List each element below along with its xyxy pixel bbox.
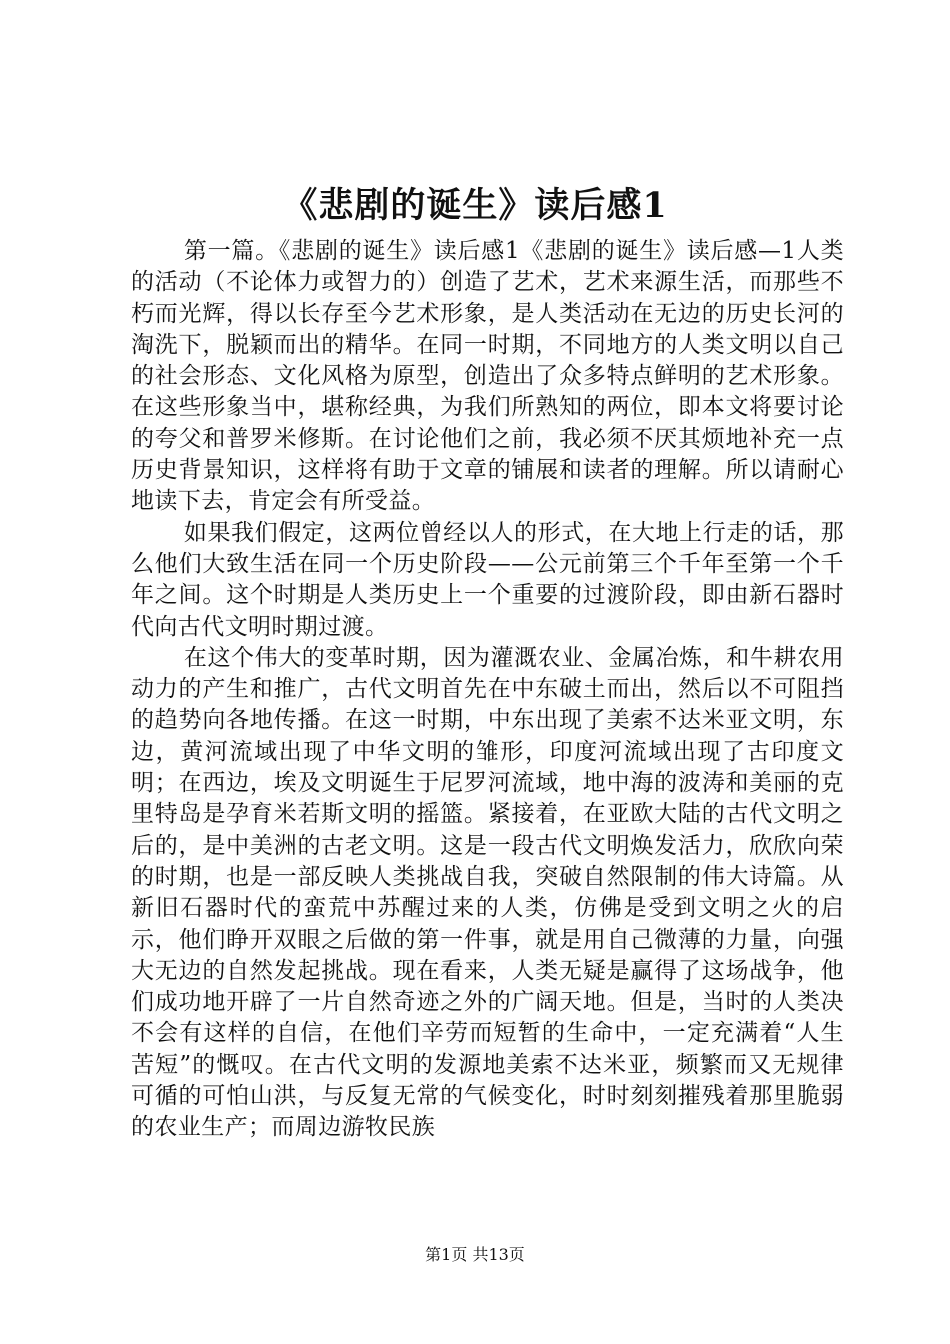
paragraph-1: 第一篇。《悲剧的诞生》读后感1《悲剧的诞生》读后感—1人类的活动（不论体力或智力的）创造了艺术，艺术来源生活，而那些不朽而光辉，得以长存至今艺术形象，是人类活动在无边的历史长河的淘洗下，脱颖而出的精华。在同一时期，不同地方的人类文明以自己的社会形态、文化风格为原型，创造出了众多特点鲜明的艺术形象。在这些形象当中，堪称经典，为我们所熟知的两位，即本文将要讨论的夸父和普罗米修斯。在讨论他们之前，我必须不厌其烦地补充一点历史背景知识，这样将有助于文章的铺展和读者的理解。所以请耐心地读下去，肯定会有所受益。 bbox=[131, 238, 844, 515]
paragraph-3: 在这个伟大的变革时期，因为灌溉农业、金属冶炼，和牛耕农用动力的产生和推广，古代文明首先在中东破土而出，然后以不可阻挡的趋势向各地传播。在这一时期，中东出现了美索不达米亚文明，东边，黄河流域出现了中华文明的雏形，印度河流域出现了古印度文明；在西边，埃及文明诞生于尼罗河流域，地中海的波涛和美丽的克里特岛是孕育米若斯文明的摇篮。紧接着，在亚欧大陆的古代文明之后的，是中美洲的古老文明。这是一段古代文明焕发活力，欣欣向荣的时期，也是一部反映人类挑战自我，突破自然限制的伟大诗篇。从新旧石器时代的蛮荒中苏醒过来的人类，仿佛是受到文明之火的启示，他们睁开双眼之后做的第一件事，就是用自己微薄的力量，向强大无边的自然发起挑战。现在看来，人类无疑是赢得了这场战争，他们成功地开辟了一片自然奇迹之外的广阔天地。但是，当时的人类决不会有这样的自信，在他们辛劳而短暂的生命中，一定充满着“人生苦短”的慨叹。在古代文明的发源地美索不达米亚，频繁而又无规律可循的可怕山洪，与反复无常的气候变化，时时刻刻摧残着那里脆弱的农业生产；而周边游牧民族 bbox=[131, 644, 844, 1141]
page-number-footer: 第1页 共13页 bbox=[425, 1245, 525, 1264]
paragraph-2: 如果我们假定，这两位曾经以人的形式，在大地上行走的话，那么他们大致生活在同一个历史阶段——公元前第三个千年至第一个千年之间。这个时期是人类历史上一个重要的过渡阶段，即由新石器时代向古代文明时期过渡。 bbox=[131, 519, 844, 640]
document-title: 《悲剧的诞生》读后感1 bbox=[282, 185, 668, 226]
document-body bbox=[131, 236, 844, 1144]
